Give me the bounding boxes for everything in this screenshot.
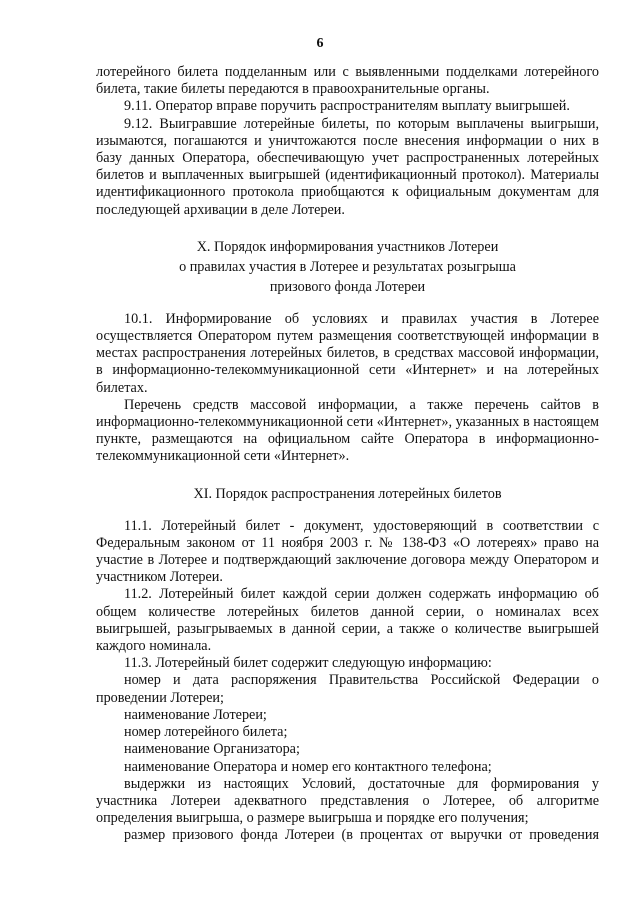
paragraph: наименование Лотереи; xyxy=(124,706,267,723)
section-heading-line: XI. Порядок распространения лотерейных билетов xyxy=(193,485,502,502)
section-heading-line: призового фонда Лотереи xyxy=(269,278,426,295)
paragraph: наименование Организатора; xyxy=(124,741,300,758)
paragraph: Перечень средств массовой информации, а также перечень сайтов в информационно-телекоммуникационной сети «Интернет», указанных в настоящем пункте, размещаются на официальном сайте Оператора в информационно-телекоммуникационной сети «Интернет». xyxy=(96,396,599,465)
document-body xyxy=(96,64,599,845)
section-heading xyxy=(96,237,599,297)
paragraph: номер лотерейного билета; xyxy=(124,724,288,741)
paragraph: размер призового фонда Лотереи (в процентах от выручки от проведения xyxy=(124,827,599,844)
paragraph: 9.12. Выигравшие лотерейные билеты, по которым выплачены выигрыши, изымаются, погашаются и уничтожаются после внесения информации о них в базу данных Оператора, обеспечивающую учет распространенных лотерейных билетов и выплаченных выигрышей (идентификационный протокол). Материалы идентификационного протокола приобщаются к официальным документам для последующей архивации в деле Лотереи. xyxy=(96,115,599,218)
section-heading xyxy=(96,484,599,504)
section-heading-line: о правилах участия в Лотерее и результатах розыгрыша xyxy=(179,258,516,275)
paragraph: номер и дата распоряжения Правительства Российской Федерации о проведении Лотереи; xyxy=(96,672,599,706)
paragraph: 11.3. Лотерейный билет содержит следующую информацию: xyxy=(124,655,492,672)
page-number: 6 xyxy=(316,36,324,51)
paragraph: наименование Оператора и номер его контактного телефона; xyxy=(124,758,492,775)
paragraph: 10.1. Информирование об условиях и правилах участия в Лотерее осуществляется Оператором путем размещения соответствующей информации в местах распространения лотерейных билетов, в средствах массовой информации, в информационно-телекоммуникационной сети «Интернет» и на лотерейных билетах. xyxy=(96,310,599,396)
paragraph: 11.1. Лотерейный билет - документ, удостоверяющий в соответствии с Федеральным законом от 11 ноября 2003 г. № 138-ФЗ «О лотереях» право на участие в Лотерее и подтверждающий заключение договора между Оператором и участником Лотереи. xyxy=(96,517,599,586)
section-heading-line: X. Порядок информирования участников Лотереи xyxy=(196,238,499,255)
paragraph: 9.11. Оператор вправе поручить распространителям выплату выигрышей. xyxy=(124,98,570,115)
paragraph: лотерейного билета подделанным или с выявленными подделками лотерейного билета, такие билеты передаются в правоохранительные органы. xyxy=(96,64,599,98)
paragraph: 11.2. Лотерейный билет каждой серии должен содержать информацию об общем количестве лотерейных билетов данной серии, о номиналах всех выигрышей, разыгрываемых в данной серии, а также о количестве выигрышей каждого номинала. xyxy=(96,586,599,655)
paragraph: выдержки из настоящих Условий, достаточные для формирования у участника Лотереи адекватного представления о Лотерее, об алгоритме определения выигрыша, о размере выигрыша и порядке его получения; xyxy=(96,775,599,827)
